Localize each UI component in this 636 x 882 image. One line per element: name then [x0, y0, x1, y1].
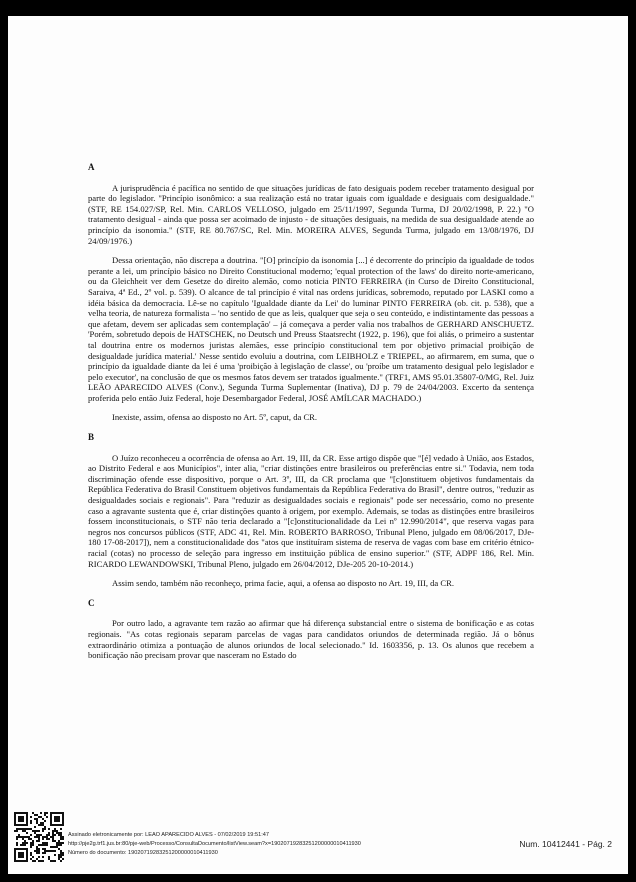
- signed-by-line: Assinado eletronicamente por: LEAO APARECIDO ALVES - 07/02/2019 19:51:47: [68, 832, 269, 838]
- paragraph-a-1: A jurisprudência é pacífica no sentido de que situações jurídicas de fato desiguais podem receber tratamento desigual por parte do legislador. "Princípio isonômico: a sua realização está no tratar iguais com igualdade e desiguais com desigualdade." (STF, RE 154.027/SP, Rel. Min. CARLOS VELLOSO, julgado em 25/11/1997, Segunda Turma, DJ 20/02/1998, P. 22.) "O tratamento desigual - ainda que possa ser acoimado de injusto - de situações desiguais, na medida de sua desigualdade atende ao princípio da isonomia." (STF, RE 80.767/SC, Rel. Min. MOREIRA ALVES, Segunda Turma, julgado em 13/08/1976, DJ 24/09/1976.): [88, 182, 534, 246]
- paragraph-a-2: Dessa orientação, não discrepa a doutrina. "[O] princípio da isonomia [...] é decorrente do princípio da igualdade de todos perante a lei, um princípio básico no Direito Constitucional moderno; 'equal protection of the laws' do direito norte-americano, ou da Gleichheit ver dem Gesetze do direito alemão, como noticia PINTO FERREIRA (in Curso de Direito Constitucional, Saraiva, 4ª Ed., 2º vol. p. 539). O alcance de tal princípio é vital nas ordens jurídicas, sobremodo, reputado por LASKI como a idéia básica da democracia. Lê-se no capítulo 'Igualdade diante da Lei' do luminar PINTO FERREIRA (ob. cit. p. 538), que a velha teoria, de natureza formalista – 'no sentido de que as leis, qualquer que seja o seu conteúdo, e indistintamente das pessoas a que afetam, devem ser aplicadas sem contemplação' – já começava a perder valia nos trabalhos de GERHARD ANSCHUETZ. 'Porém, sobretudo depois de HATSCHEK, no Deutsch und Preuss Staatsrecht (1922, p. 196), que foi aliás, o primeiro a sustentar tal doutrina entre os modernos juristas alemães, esse princípio constitucional tem por objetivo primacial proibição de desigualdade jurídica material.' Nesse sentido evoluiu a doutrina, com LEIBHOLZ e TRIEPEL, ao afirmarem, em suma, que o princípio da igualdade diante da lei é uma 'proibição à legislação de classe', ou 'proíbe um tratamento desigual pelo legislador e pelo executor', na conclusão de que os mesmos fatos devem ser tratados igualmente." (TRF1, AMS 95.01.35807-0/MG, Rel. Juiz LEÃO APARECIDO ALVES (Conv.), Segunda Turma Suplementar (Inativa), DJ p. 79 de 24/04/2003. Excerto da sentença proferida pelo então Juiz Federal, hoje Desembargador Federal, JOSÉ AMÍLCAR MACHADO.): [88, 255, 534, 403]
- section-heading-a: A: [88, 162, 95, 172]
- document-page: [8, 16, 628, 874]
- document-number-line: Número do documento: 19020719283251200000010411930: [68, 850, 218, 856]
- page-number: Num. 10412441 - Pág. 2: [519, 839, 612, 849]
- verification-url[interactable]: http://pje2g.trf1.jus.br:80/pje-web/Processo/ConsultaDocumento/listView.seam?x=19020719283251200000010411930: [68, 841, 361, 847]
- paragraph-b-2: Assim sendo, também não reconheço, prima facie, aqui, a ofensa ao disposto no Art. 19, III, da CR.: [112, 578, 454, 589]
- section-heading-c: C: [88, 597, 95, 608]
- paragraph-b-1: O Juízo reconheceu a ocorrência de ofensa ao Art. 19, III, da CR. Esse artigo dispõe que "[é] vedado à União, aos Estados, ao Distrito Federal e aos Municípios", inter alia, "criar distinções entre brasileiros ou preferências entre si." Todavia, nem toda discriminação ofende esse dispositivo, porque o Art. 3º, III, da CR proclama que "[c]onstituem objetivos fundamentais da República Federativa do Brasil Constituem objetivos fundamentais da República Federativa do Brasil", dentre outros, "reduzir as desigualdades sociais e regionais". Para "reduzir as desigualdades sociais e regionais" pode ser necessário, como no presente caso a agravante sustenta que é, criar distinções quanto à origem, por exemplo. Ademais, se todas as distinções entre brasileiros fossem inconstitucionais, o STF não teria declarado a "[c]onstitucionalidade da Lei nº 12.990/2014", que reserva vagas para negros nos concursos públicos (STF, ADC 41, Rel. Min. ROBERTO BARROSO, Tribunal Pleno, julgado em 08/06/2017, DJe-180 17-08-2017]), nem a constitucionalidade dos "atos que instituíram sistema de reserva de vagas com base em critério étnico-racial (cotas) no processo de seleção para ingresso em instituição pública de ensino superior." (STF, ADPF 186, Rel. Min. RICARDO LEWANDOWSKI, Tribunal Pleno, julgado em 26/04/2012, DJe-205 20-10-2014.): [88, 452, 534, 569]
- section-heading-b: B: [88, 432, 95, 443]
- paragraph-a-3: Inexiste, assim, ofensa ao disposto no Art. 5º, caput, da CR.: [112, 412, 318, 423]
- signature-footer: [14, 812, 622, 868]
- signature-block: [68, 831, 361, 858]
- qr-code-icon: [14, 812, 64, 862]
- document-body: [88, 162, 534, 670]
- paragraph-c-1: Por outro lado, a agravante tem razão ao afirmar que há diferença substancial entre o sistema de bonificação e as cotas regionais. "As cotas regionais separam parcelas de vagas para candidatos oriundos de determinada região. Já o bônus extraordinário otimiza a pontuação de alunos oriundos de local selecionado." Id. 1603356, p. 13. Os alunos que recebem a bonificação não precisam provar que nasceram no Estado do: [88, 618, 534, 661]
